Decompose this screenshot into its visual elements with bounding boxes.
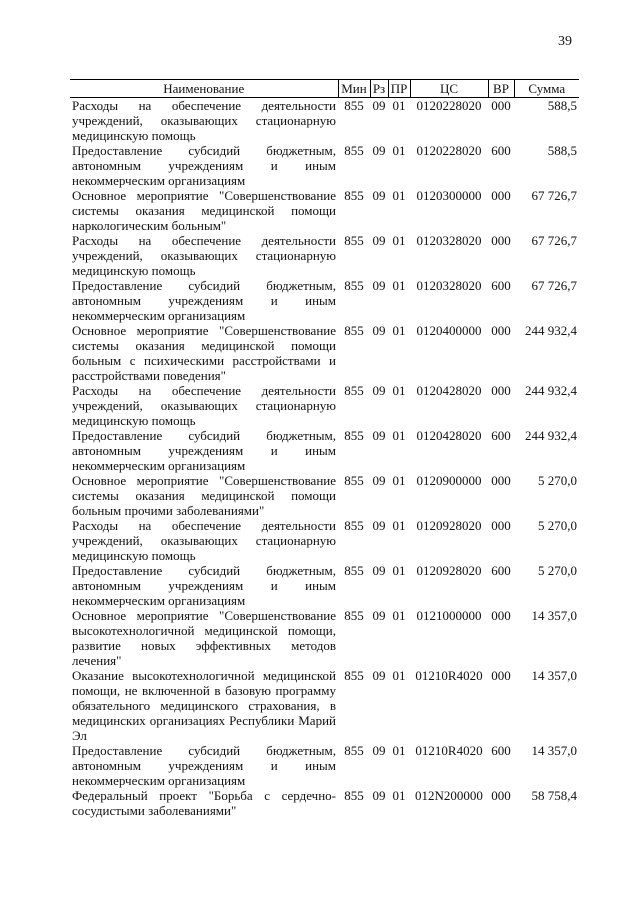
- cell-vr: 000: [491, 383, 511, 398]
- budget-table: [70, 79, 579, 818]
- cell-cs: 0120400000: [416, 323, 482, 338]
- cell-pr: 01: [392, 518, 406, 533]
- cell-min: 855: [344, 98, 364, 113]
- cell-pr: 01: [392, 143, 406, 158]
- table-row: [70, 143, 579, 188]
- table-row: [70, 98, 579, 144]
- cell-sum: 14 357,0: [531, 608, 577, 623]
- cell-sum: 67 726,7: [531, 233, 577, 248]
- cell-rz: 09: [372, 278, 386, 293]
- column-header-rz: Рз: [370, 80, 388, 98]
- cell-cs: 01210R4020: [415, 743, 483, 758]
- cell-rz: 09: [372, 563, 386, 578]
- cell-sum: 244 932,4: [525, 428, 577, 443]
- cell-vr: 000: [491, 233, 511, 248]
- column-header-min: Мин: [338, 80, 370, 98]
- column-header-sum: Сумма: [514, 80, 579, 98]
- cell-sum: 14 357,0: [531, 743, 577, 758]
- cell-rz: 09: [372, 188, 386, 203]
- cell-vr: 000: [491, 518, 511, 533]
- cell-rz: 09: [372, 473, 386, 488]
- cell-cs: 0120328020: [416, 233, 482, 248]
- table-row: [70, 788, 579, 818]
- cell-name: Основное мероприятие "Совершенствование системы оказания медицинской помощи больным прочими заболеваниями": [72, 473, 336, 518]
- cell-rz: 09: [372, 743, 386, 758]
- cell-name: Предоставление субсидий бюджетным, автономным учреждениям и иным некоммерческим организациям: [72, 278, 336, 323]
- cell-sum: 67 726,7: [531, 278, 577, 293]
- cell-rz: 09: [372, 788, 386, 803]
- cell-rz: 09: [372, 143, 386, 158]
- cell-min: 855: [344, 563, 364, 578]
- cell-rz: 09: [372, 98, 386, 113]
- cell-cs: 012N200000: [415, 788, 483, 803]
- cell-name: Оказание высокотехнологичной медицинской помощи, не включенной в базовую программу обязательного медицинского страхования, в медицинских организациях Республики Марий Эл: [72, 668, 336, 743]
- column-header-cs: ЦС: [410, 80, 488, 98]
- cell-cs: 0121000000: [416, 608, 482, 623]
- cell-pr: 01: [392, 563, 406, 578]
- cell-min: 855: [344, 143, 364, 158]
- cell-name: Основное мероприятие "Совершенствование высокотехнологичной медицинской помощи, развитие новых эффективных методов лечения": [72, 608, 336, 668]
- table-row: [70, 743, 579, 788]
- cell-min: 855: [344, 788, 364, 803]
- column-header-name: Наименование: [70, 80, 338, 98]
- cell-min: 855: [344, 668, 364, 683]
- cell-vr: 000: [491, 188, 511, 203]
- table-row: [70, 668, 579, 743]
- cell-vr: 600: [491, 428, 511, 443]
- cell-pr: 01: [392, 788, 406, 803]
- cell-rz: 09: [372, 668, 386, 683]
- cell-name: Предоставление субсидий бюджетным, автономным учреждениям и иным некоммерческим организациям: [72, 743, 336, 788]
- cell-cs: 0120928020: [416, 563, 482, 578]
- cell-vr: 600: [491, 743, 511, 758]
- cell-sum: 5 270,0: [538, 518, 577, 533]
- cell-cs: 0120428020: [416, 428, 482, 443]
- cell-name: Предоставление субсидий бюджетным, автономным учреждениям и иным некоммерческим организациям: [72, 428, 336, 473]
- cell-cs: 0120328020: [416, 278, 482, 293]
- cell-pr: 01: [392, 428, 406, 443]
- cell-min: 855: [344, 743, 364, 758]
- cell-min: 855: [344, 473, 364, 488]
- cell-min: 855: [344, 188, 364, 203]
- table-row: [70, 323, 579, 383]
- cell-pr: 01: [392, 608, 406, 623]
- cell-vr: 000: [491, 473, 511, 488]
- column-header-vr: ВР: [488, 80, 514, 98]
- table-row: [70, 188, 579, 233]
- table-header: [70, 80, 579, 98]
- table-row: [70, 563, 579, 608]
- cell-sum: 244 932,4: [525, 383, 577, 398]
- cell-vr: 600: [491, 278, 511, 293]
- table-row: [70, 278, 579, 323]
- cell-pr: 01: [392, 278, 406, 293]
- cell-min: 855: [344, 518, 364, 533]
- table-row: [70, 233, 579, 278]
- table-row: [70, 518, 579, 563]
- cell-min: 855: [344, 608, 364, 623]
- cell-sum: 588,5: [547, 143, 577, 158]
- cell-rz: 09: [372, 518, 386, 533]
- cell-name: Расходы на обеспечение деятельности учреждений, оказывающих стационарную медицинскую помощь: [72, 233, 336, 278]
- table-row: [70, 473, 579, 518]
- cell-sum: 5 270,0: [538, 473, 577, 488]
- cell-rz: 09: [372, 323, 386, 338]
- cell-pr: 01: [392, 743, 406, 758]
- table-row: [70, 383, 579, 428]
- cell-name: Расходы на обеспечение деятельности учреждений, оказывающих стационарную медицинскую помощь: [72, 383, 336, 428]
- cell-pr: 01: [392, 98, 406, 113]
- cell-rz: 09: [372, 233, 386, 248]
- column-header-pr: ПР: [388, 80, 410, 98]
- cell-name: Предоставление субсидий бюджетным, автономным учреждениям и иным некоммерческим организациям: [72, 563, 336, 608]
- cell-vr: 600: [491, 143, 511, 158]
- cell-name: Расходы на обеспечение деятельности учреждений, оказывающих стационарную медицинскую помощь: [72, 98, 336, 143]
- cell-name: Предоставление субсидий бюджетным, автономным учреждениям и иным некоммерческим организациям: [72, 143, 336, 188]
- cell-rz: 09: [372, 608, 386, 623]
- cell-pr: 01: [392, 323, 406, 338]
- cell-vr: 000: [491, 608, 511, 623]
- table-row: [70, 428, 579, 473]
- cell-pr: 01: [392, 233, 406, 248]
- table-row: [70, 608, 579, 668]
- cell-min: 855: [344, 383, 364, 398]
- cell-cs: 0120900000: [416, 473, 482, 488]
- cell-cs: 0120228020: [416, 143, 482, 158]
- cell-min: 855: [344, 233, 364, 248]
- cell-cs: 0120300000: [416, 188, 482, 203]
- cell-vr: 600: [491, 563, 511, 578]
- cell-pr: 01: [392, 473, 406, 488]
- cell-name: Расходы на обеспечение деятельности учреждений, оказывающих стационарную медицинскую помощь: [72, 518, 336, 563]
- cell-rz: 09: [372, 428, 386, 443]
- cell-name: Основное мероприятие "Совершенствование системы оказания медицинской помощи наркологическим больным": [72, 188, 336, 233]
- cell-cs: 0120928020: [416, 518, 482, 533]
- cell-cs: 0120228020: [416, 98, 482, 113]
- cell-sum: 58 758,4: [531, 788, 577, 803]
- cell-min: 855: [344, 278, 364, 293]
- cell-cs: 01210R4020: [415, 668, 483, 683]
- cell-pr: 01: [392, 668, 406, 683]
- cell-vr: 000: [491, 98, 511, 113]
- cell-pr: 01: [392, 188, 406, 203]
- cell-vr: 000: [491, 323, 511, 338]
- cell-pr: 01: [392, 383, 406, 398]
- cell-name: Федеральный проект "Борьба с сердечно-сосудистыми заболеваниями": [72, 788, 336, 818]
- cell-rz: 09: [372, 383, 386, 398]
- cell-sum: 5 270,0: [538, 563, 577, 578]
- cell-min: 855: [344, 428, 364, 443]
- cell-cs: 0120428020: [416, 383, 482, 398]
- cell-sum: 14 357,0: [531, 668, 577, 683]
- cell-sum: 67 726,7: [531, 188, 577, 203]
- page-number: 39: [558, 34, 572, 49]
- cell-vr: 000: [491, 668, 511, 683]
- cell-sum: 244 932,4: [525, 323, 577, 338]
- cell-vr: 000: [491, 788, 511, 803]
- table-body: [70, 98, 579, 819]
- cell-sum: 588,5: [547, 98, 577, 113]
- cell-name: Основное мероприятие "Совершенствование системы оказания медицинской помощи больным с психическими расстройствами и расстройствами поведения": [72, 323, 336, 383]
- cell-min: 855: [344, 323, 364, 338]
